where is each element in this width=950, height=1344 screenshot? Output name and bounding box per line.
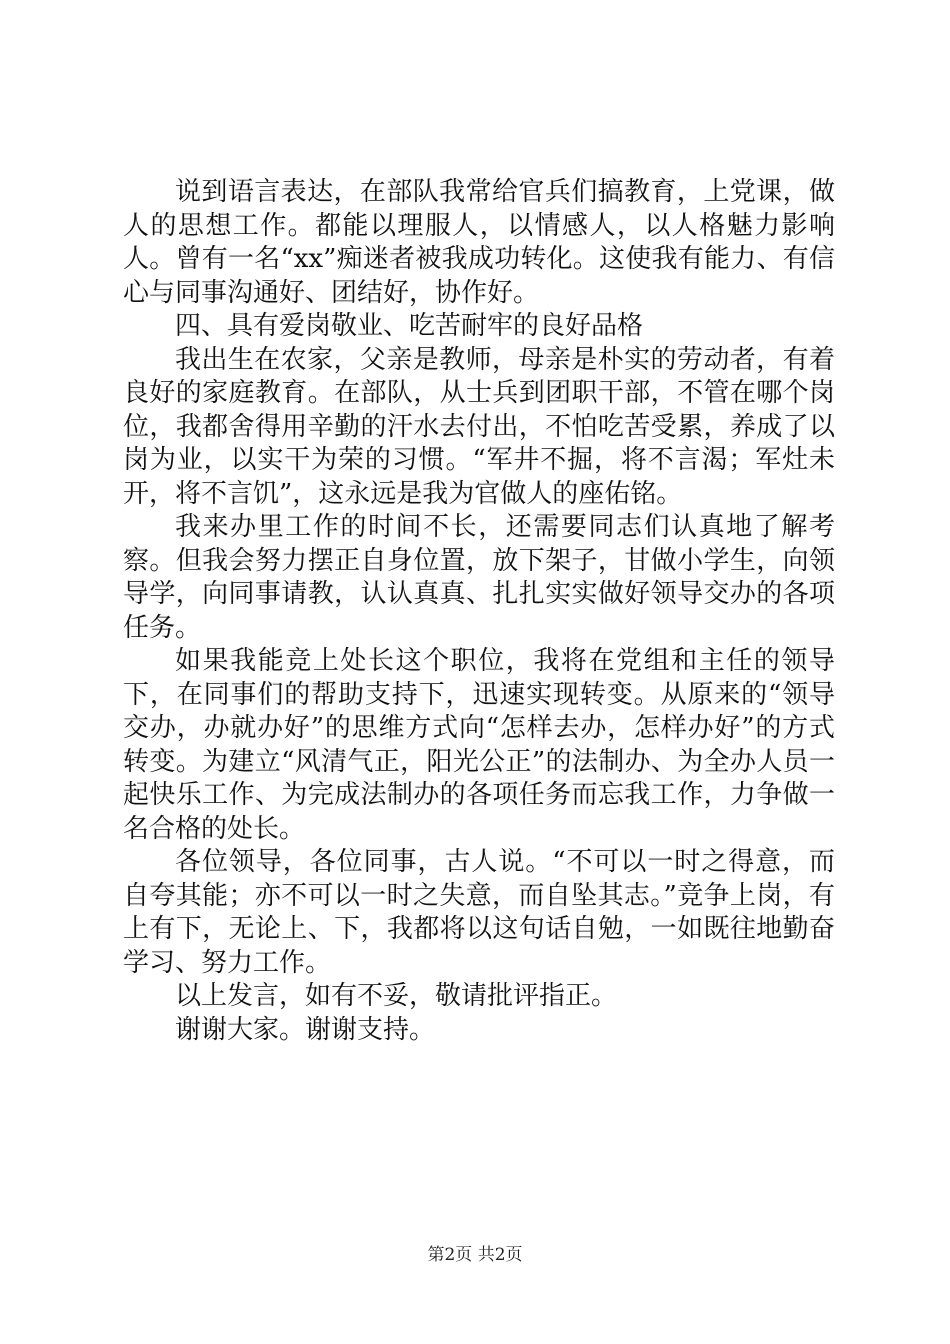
- section-heading-four: 四、具有爱岗敬业、吃苦耐牢的良好品格: [175, 311, 644, 341]
- paragraph-if-elected: 如果我能竞上处长这个职位，我将在党组和主任的领导下，在同事们的帮助支持下，迅速实现转变。从原来的“领导交办，办就办好”的思维方式向“怎样去办，怎样办好”的方式转变。为建立“风清气正，阳光公正”的法制办、为全办人员一起快乐工作、为完成法制办的各项任务而忘我工作，力争做一名合格的处长。: [123, 646, 835, 844]
- paragraph-new-work: 我来办里工作的时间不长，还需要同志们认真地了解考察。但我会努力摆正自身位置，放下架子，甘做小学生，向领导学，向同事请教，认认真真、扎扎实实做好领导交办的各项任务。: [123, 512, 835, 643]
- paragraph-closing-quote: 各位领导，各位同事，古人说。“不可以一时之得意，而自夸其能；亦不可以一时之失意，而自坠其志。”竞争上岗，有上有下，无论上、下，我都将以这句话自勉，一如既往地勤奋学习、努力工作。: [123, 847, 835, 978]
- paragraph-background: 我出生在农家，父亲是教师，母亲是朴实的劳动者，有着良好的家庭教育。在部队，从士兵到团职干部，不管在哪个岗位，我都舍得用辛勤的汗水去付出，不怕吃苦受累，养成了以岗为业，以实干为荣的习惯。“军井不掘，将不言渴；军灶未开，将不言饥”，这永远是我为官做人的座佑铭。: [123, 344, 835, 509]
- page-number-footer: 第2页 共2页: [427, 1245, 523, 1265]
- paragraph-thanks: 谢谢大家。谢谢支持。: [175, 1014, 436, 1045]
- paragraph-language-expression: 说到语言表达，在部队我常给官兵们搞教育，上党课，做人的思想工作。都能以理服人，以情感人，以人格魅力影响人。曾有一名“xx”痴迷者被我成功转化。这使我有能力、有信心与同事沟通好、团结好，协作好。: [123, 177, 835, 308]
- paragraph-request-feedback: 以上发言，如有不妥，敬请批评指正。: [175, 981, 618, 1011]
- document-body: [123, 176, 835, 1047]
